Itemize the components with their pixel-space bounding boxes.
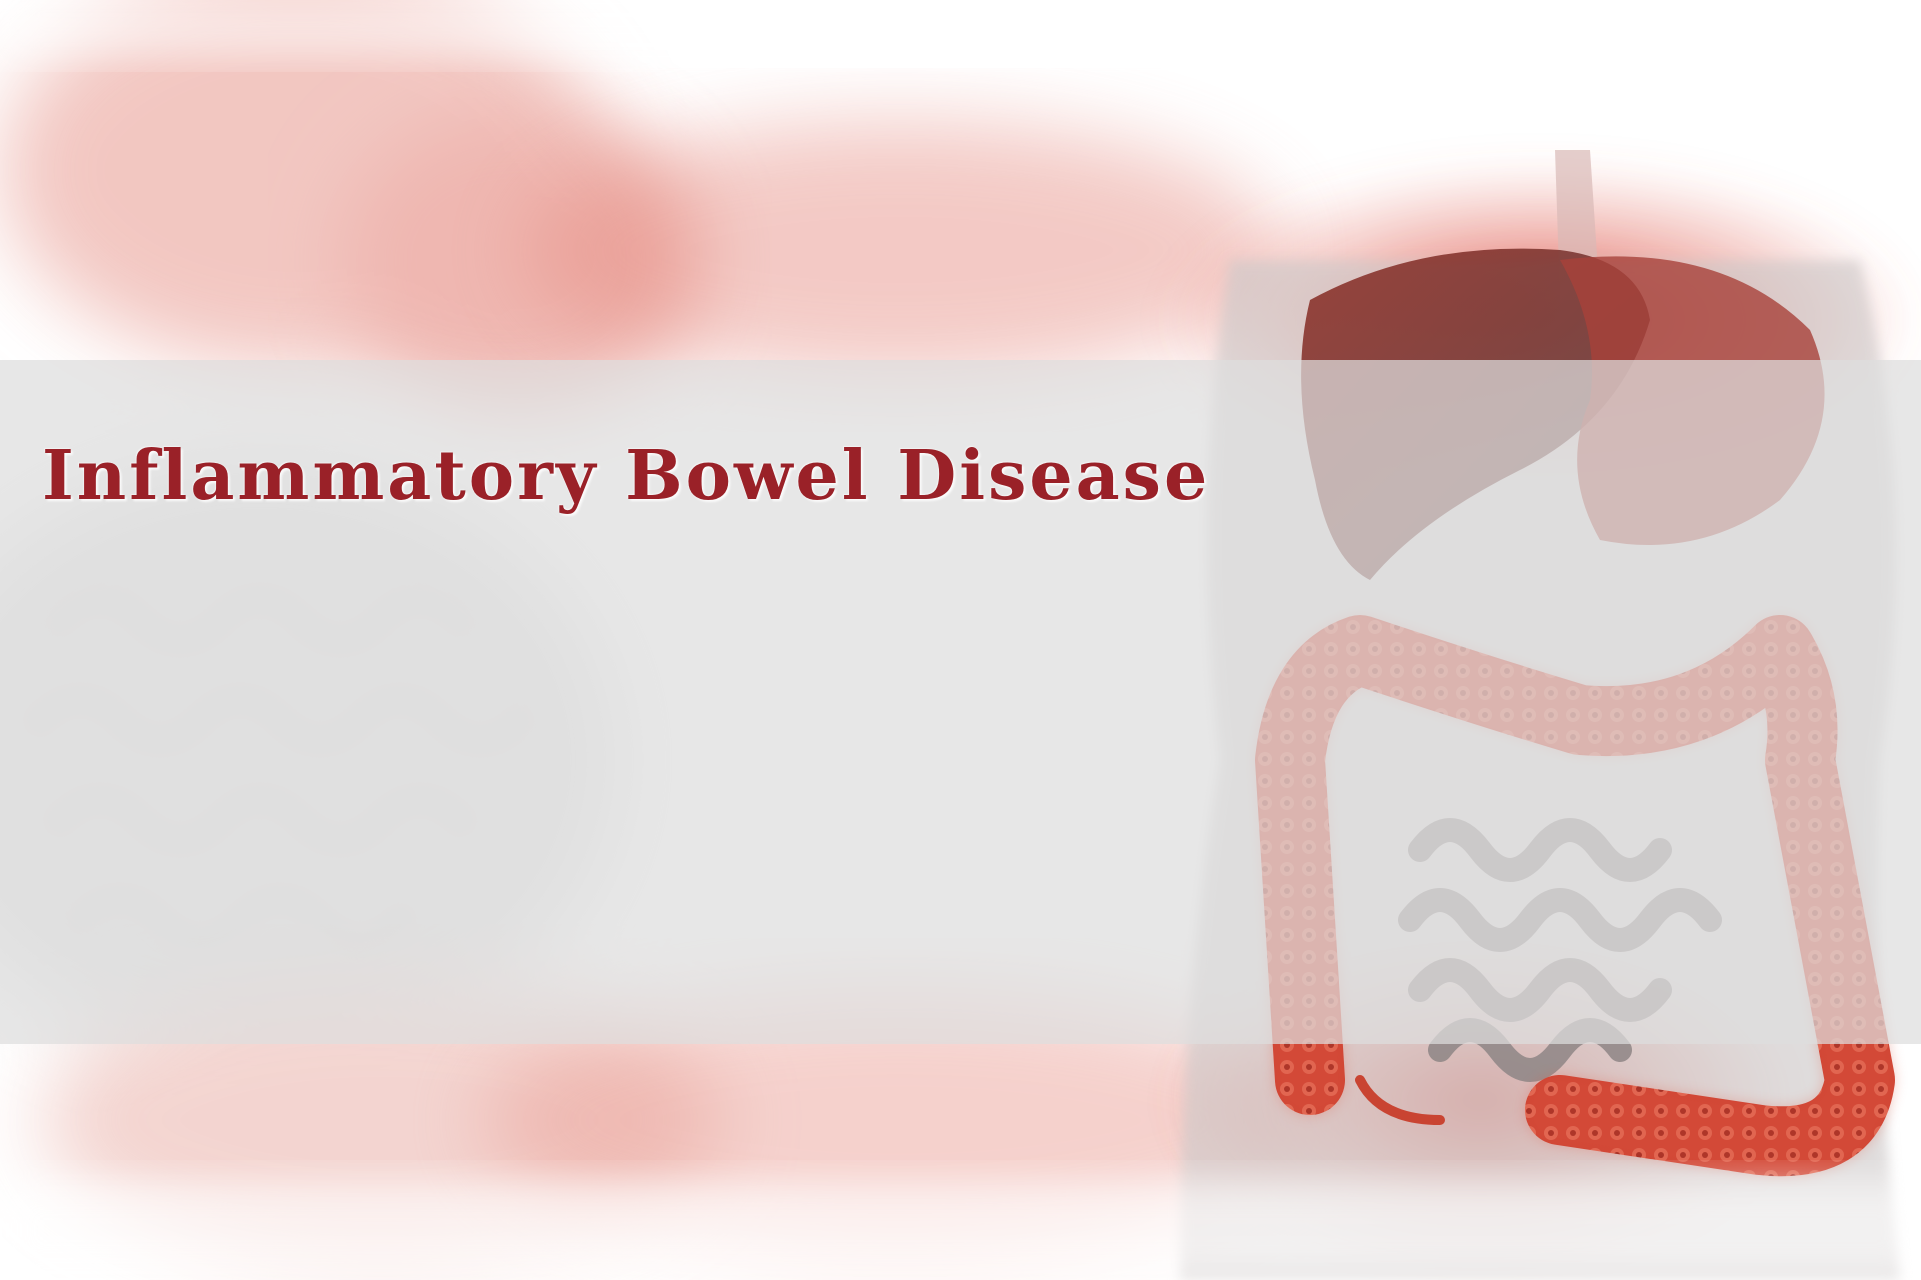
page-title: Inflammatory Bowel Disease [42, 436, 1211, 516]
